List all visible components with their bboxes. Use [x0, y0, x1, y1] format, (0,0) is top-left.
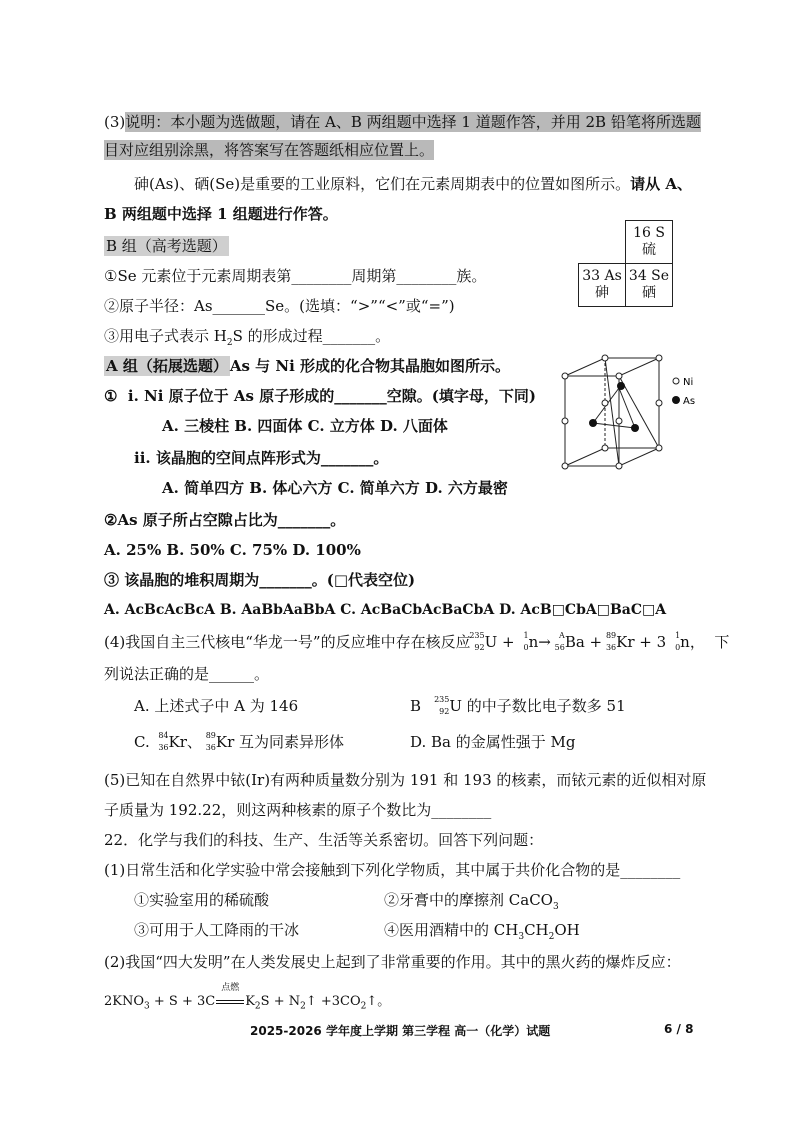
ni-atom — [616, 418, 622, 424]
ni-atom — [602, 445, 608, 451]
cell-sulfur — [626, 221, 673, 264]
q22-title: 22．化学与我们的科技、生产、生活等关系密切。回答下列问题： — [104, 831, 544, 849]
instruction-line-2: 目对应组别涂黑，将答案写在答题纸相应位置上。 — [104, 141, 435, 159]
q5-line-2: 子质量为 192.22，则这两种核素的原子个数比为________ — [104, 801, 492, 819]
q22-sub-1: (1)日常生活和化学实验中常会接触到下列化学物质，其中属于共价化合物的是________ — [104, 861, 681, 879]
group-a-label-rest: As 与 Ni 形成的化合物其晶胞如图所示。 — [229, 357, 511, 375]
q2-text: ②原子半径：As — [104, 297, 213, 315]
eq-s3: 2 — [300, 1001, 306, 1012]
kr89-z: 36 — [205, 743, 216, 752]
equals-sign — [216, 1000, 244, 1004]
q3-end: 。(□代表空位) — [311, 571, 416, 589]
q3-a: ③用电子式表示 H — [104, 327, 227, 345]
group-a-label: A 组（拓展选题） — [106, 357, 228, 375]
ba-symbol: Ba + — [564, 633, 603, 651]
q1-i-end: 空隙。(填字母，下同) — [386, 387, 536, 405]
q4-text: (4)我国自主三代核电“华龙一号”的反应堆中存在核反应 — [104, 633, 471, 651]
kr84-mass: 84 — [158, 731, 169, 740]
intro-line-2: B 两组题中选择 1 组题进行作答。 — [104, 205, 338, 223]
q3-end: 。 — [375, 327, 391, 345]
kr84-symbol: Kr、 — [168, 733, 202, 751]
ignition-condition — [215, 983, 245, 1012]
cell-selenium — [626, 264, 673, 307]
ni-atom — [616, 463, 622, 469]
kr-mass: 89 — [605, 631, 617, 640]
optc-label: C. — [134, 733, 150, 751]
section-3-instruction — [104, 112, 701, 132]
optb-label: B — [410, 697, 422, 715]
empty-cell — [579, 221, 626, 264]
as-atom — [617, 382, 625, 390]
eq-s4: 2 — [360, 1001, 367, 1012]
q4-line-2: 列说法正确的是______。 — [104, 665, 270, 683]
reaction-arrow: → — [538, 633, 551, 651]
eq-b: + S + 3C — [149, 994, 216, 1009]
q22-opt-1: ①实验室用的稀硫酸 — [134, 891, 270, 909]
eq-s2: 2 — [254, 1001, 261, 1012]
optb-mass: 235 — [434, 695, 450, 704]
se-number: 34 Se — [628, 268, 670, 284]
eq-d: S + N — [260, 994, 301, 1009]
group-a-q1-i-options: A. 三棱柱 B. 四面体 C. 立方体 D. 八面体 — [162, 417, 448, 435]
kr89-mass: 89 — [205, 731, 216, 740]
n-symbol: n — [528, 633, 539, 651]
q1-ii-text: ii. 该晶胞的空间点阵形式为 — [134, 449, 321, 467]
intro-bold: 请从 A、 — [630, 175, 692, 193]
kr84-z: 36 — [158, 743, 169, 752]
as-name: 砷 — [595, 285, 609, 301]
kr89-nuclide — [202, 733, 216, 753]
ba-mass: A — [559, 631, 565, 640]
group-b-label-row — [104, 236, 229, 256]
kr-symbol: Kr + 3 — [616, 633, 667, 651]
q1-end: 族。 — [456, 267, 487, 285]
cell-arsenic — [579, 264, 626, 307]
q3-text: ③ 该晶胞的堆积周期为 — [104, 571, 260, 589]
opt2-text: ②牙膏中的摩擦剂 CaCO — [384, 891, 553, 909]
ni-atom — [562, 373, 568, 379]
group-a-q3-options: A. AcBcAcBcA B. AaBbAaBbA C. AcBaCbAcBaCbA D. AcB□CbA□BaC□A — [104, 602, 667, 618]
instruction-line-1: 说明：本小题为选做题，请在 A、B 两组题中选择 1 道题作答，并用 2B 铅笔将所选题 — [125, 113, 701, 131]
ni-atom — [602, 400, 608, 406]
eq-cond: 点燃 — [221, 983, 240, 993]
q4-option-c — [134, 732, 344, 753]
q4-line-1 — [104, 632, 729, 653]
q1-text: ①Se 元素位于元素周期表第 — [104, 267, 292, 285]
q3-sub: 2 — [226, 338, 233, 348]
optb-nuclide — [435, 697, 449, 717]
as-atom — [631, 424, 639, 432]
eq-e: ↑ +3CO — [305, 994, 361, 1009]
eq-a: 2KNO — [104, 994, 145, 1009]
n3-z: 0 — [675, 643, 681, 652]
q4-option-d: D. Ba 的金属性强于 Mg — [410, 733, 576, 751]
q1-mid: 周期第 — [351, 267, 397, 285]
u-z: 92 — [474, 643, 485, 652]
u-mass: 235 — [469, 631, 485, 640]
ni-atom — [656, 355, 662, 361]
group-a-q1-ii: ii. 该晶胞的空间点阵形式为_______。 — [134, 449, 389, 467]
instruction-line-2-row — [104, 140, 434, 160]
ba-nuclide — [551, 633, 565, 653]
q1-ii-end: 。 — [373, 449, 389, 467]
neutron-nuclide — [515, 633, 529, 653]
q5-line-1: (5)已知在自然界中铱(Ir)有两种质量数分别为 191 和 193 的核素，而铱元素的近似相对原 — [104, 771, 707, 789]
opt4-s1: 3 — [518, 932, 525, 942]
group-a-q3: ③ 该晶胞的堆积周期为_______。(□代表空位) — [104, 571, 416, 589]
group-b-q2: ②原子半径：As_______Se。(选填：“>”“<”或“=”) — [104, 297, 455, 315]
optb-z: 92 — [439, 707, 450, 716]
neutron3-nuclide — [666, 633, 680, 653]
q4-line2-text: 列说法正确的是 — [104, 665, 210, 683]
ni-atom — [602, 355, 608, 361]
ba-z: 56 — [554, 643, 565, 652]
q22-sub-2: (2)我国“四大发明”在人类发展史上起到了非常重要的作用。其中的黑火药的爆炸反应： — [104, 953, 681, 971]
q22-opt-3: ③可用于人工降雨的干冰 — [134, 921, 300, 939]
opt4-b: CH — [524, 921, 549, 939]
q5-line2-text: 子质量为 192.22，则这两种核素的原子个数比为 — [104, 801, 432, 819]
optc-text: Kr 互为同素异形体 — [215, 733, 345, 751]
as-atom — [589, 419, 597, 427]
q3-b: S 的形成过程 — [232, 327, 323, 345]
cell-bottom-face — [565, 448, 659, 466]
q2-mid: Se。(选填：“>”“<”或“=”) — [265, 297, 455, 315]
q4-option-a: A. 上述式子中 A 为 146 — [134, 697, 299, 715]
kr-z: 36 — [605, 643, 617, 652]
opt4-c: OH — [554, 921, 580, 939]
intro-text: 砷(As)、硒(Se)是重要的工业原料，它们在元素周期表中的位置如图所示。 — [134, 175, 631, 193]
eq-f: ↑。 — [366, 994, 391, 1009]
section-number: (3) — [104, 113, 126, 131]
opt4-a: ④医用酒精中的 CH — [384, 921, 519, 939]
s-name: 硫 — [642, 242, 656, 258]
page-footer: 2025-2026 学年度上学期 第三学程 高一（化学）试题 — [250, 1024, 551, 1038]
n3-symbol: n， — [680, 633, 705, 651]
group-a-q2: ②As 原子所占空隙占比为_______。 — [104, 511, 346, 529]
group-a-q2-options: A. 25% B. 50% C. 75% D. 100% — [104, 541, 361, 559]
ni-atom — [616, 373, 622, 379]
group-b-label: B 组（高考选题） — [106, 237, 227, 255]
legend-ni-marker — [673, 378, 679, 384]
crystal-cell-diagram — [555, 348, 705, 478]
as-number: 33 As — [582, 268, 622, 284]
group-b-q3: ③用电子式表示 $H_2S$ 的形成过程_______。 — [104, 327, 391, 348]
legend-as-label: As — [683, 396, 696, 407]
q22-equation — [104, 983, 391, 1017]
eq-c: K — [245, 994, 255, 1009]
legend-as-marker — [672, 396, 680, 404]
s-number: 16 S — [633, 225, 665, 241]
u235-nuclide — [471, 633, 485, 653]
cell-top-face — [565, 358, 659, 376]
q2-end: 。 — [330, 511, 346, 529]
n-mass: 1 — [523, 631, 529, 640]
ni-atom — [656, 400, 662, 406]
opt4-s2: 2 — [548, 932, 555, 942]
q22-opt-2 — [384, 890, 559, 917]
kr84-nuclide — [155, 733, 169, 753]
q4-option-b — [410, 696, 626, 717]
ni-atom — [656, 445, 662, 451]
q4-line2-end: 。 — [254, 665, 270, 683]
group-a-label-row — [104, 356, 510, 376]
q1-num: ① — [104, 387, 118, 405]
q4-tail: 下 — [714, 633, 730, 651]
ni-atom — [562, 418, 568, 424]
q1-i-text: i. Ni 原子位于 As 原子形成的 — [127, 387, 335, 405]
legend-ni-label: Ni — [683, 377, 694, 388]
group-a-q1-ii-options: A. 简单四方 B. 体心六方 C. 简单六方 D. 六方最密 — [162, 479, 508, 497]
n3-mass: 1 — [675, 631, 681, 640]
group-a-q1-i: ① i. Ni 原子位于 As 原子形成的_______空隙。(填字母，下同) — [104, 387, 536, 405]
periodic-table-fragment — [578, 220, 673, 307]
n-z: 0 — [523, 643, 529, 652]
q22-opt-4 — [384, 920, 580, 947]
u-symbol: U + — [484, 633, 515, 651]
kr-nuclide — [602, 633, 616, 653]
optb-text: U 的中子数比电子数多 51 — [449, 697, 626, 715]
eq-s1: 3 — [144, 1001, 150, 1012]
group-b-q1: ①Se 元素位于元素周期表第________周期第________族。 — [104, 267, 487, 285]
ni-atom — [562, 463, 568, 469]
page-number: 6 / 8 — [664, 1022, 694, 1036]
opt2-sub: 3 — [552, 902, 559, 912]
intro-line-1 — [134, 174, 692, 194]
se-name: 硒 — [642, 285, 656, 301]
q2-text: ②As 原子所占空隙占比为 — [104, 511, 278, 529]
sub1-text: (1)日常生活和化学实验中常会接触到下列化学物质，其中属于共价化合物的是 — [104, 861, 621, 879]
